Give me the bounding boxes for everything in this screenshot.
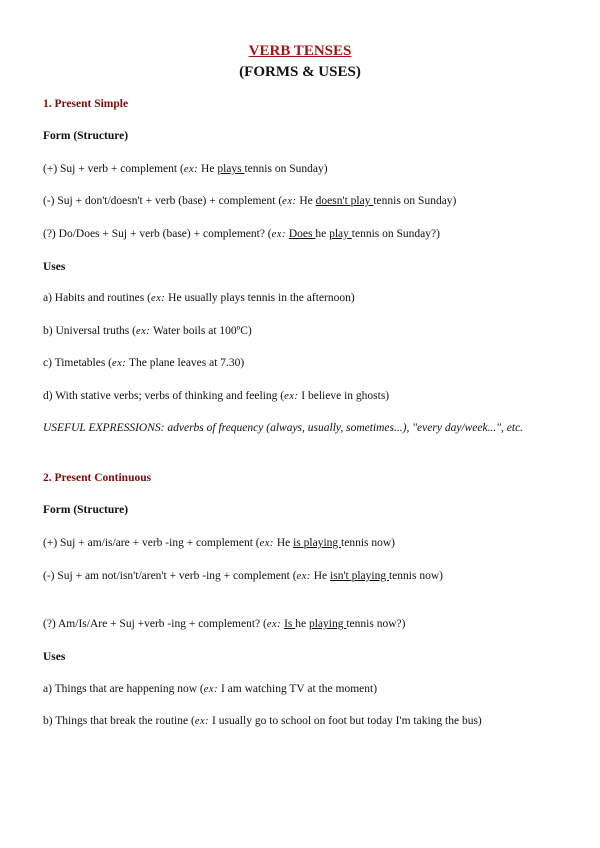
underlined-verb: is playing [293,537,342,549]
text-segment: a) Habits and routines ( [43,292,151,304]
example-label: ex: [284,391,299,402]
text-segment: Form (Structure) [43,504,129,516]
section-heading [43,96,563,113]
text-segment: I believe in ghosts) [298,390,390,402]
text-segment: The plane leaves at 7.30) [126,357,245,369]
text-segment: a) Things that are happening now ( [43,683,204,695]
text-line [43,616,563,633]
text-segment: I usually go to school on foot but today I'm taking the bus) [209,715,482,727]
text-line [43,388,563,405]
text-segment: c) Timetables ( [43,357,112,369]
subheading [43,502,563,519]
text-segment: tennis now) [341,537,396,549]
example-label: ex: [266,619,282,630]
document-subtitle: (FORMS & USES) [239,64,361,80]
text-segment: b) Things that break the routine ( [43,715,195,727]
text-line [43,355,563,372]
example-label: ex: [194,716,210,727]
example-label: ex: [259,538,274,549]
text-line [43,681,563,698]
document-title: VERB TENSES [248,43,352,59]
text-line [43,193,563,210]
underlined-verb: Is [284,618,296,630]
text-segment: Uses [43,651,66,663]
text-segment: He [273,537,294,549]
text-segment: tennis now) [388,570,443,582]
text-line [43,420,563,437]
text-segment: (+) Suj + am/is/are + verb -ing + complement ( [43,537,260,549]
subheading [43,649,563,666]
text-segment: b) Universal truths ( [43,325,136,337]
underlined-verb: Does [288,228,316,240]
underlined-verb: isn't playing [330,570,389,582]
text-segment: Uses [43,261,66,273]
example-label: ex: [296,571,311,582]
text-line [43,535,563,552]
text-line [43,161,563,178]
text-segment: tennis on Sunday) [244,163,328,175]
text-segment: 1. Present Simple [43,98,129,110]
text-segment: he [315,228,330,240]
text-segment: tennis on Sunday) [373,195,457,207]
text-segment: USEFUL EXPRESSIONS: adverbs of frequency (always, usually, sometimes...), "every day/week...", etc. [43,422,524,434]
example-label: ex: [271,229,286,240]
text-segment: tennis now?) [346,618,406,630]
text-segment: I am watching TV at the moment) [218,683,378,695]
text-line [43,568,443,585]
underlined-verb: play [329,228,352,240]
subheading [43,128,563,145]
text-line [43,290,563,307]
text-segment: (-) Suj + don't/doesn't + verb (base) + complement ( [43,195,283,207]
text-segment: (-) Suj + am not/isn't/aren't + verb -ing + complement ( [43,570,297,582]
example-label: ex: [183,164,199,175]
text-segment: He [296,195,316,207]
text-segment: He [198,163,218,175]
underlined-verb: playing [308,618,347,630]
subheading [43,259,563,276]
text-segment: He [310,570,331,582]
text-segment: (+) Suj + verb + complement ( [43,163,184,175]
text-segment: tennis on Sunday?) [351,228,440,240]
text-segment: Water boils at 100ºC) [150,325,252,337]
underlined-verb: doesn't play [315,195,374,207]
text-segment: (?) Am/Is/Are + Suj +verb -ing + complement? ( [43,618,267,630]
text-segment: Form (Structure) [43,130,129,142]
text-segment: 2. Present Continuous [43,472,152,484]
text-line [43,713,563,730]
example-label: ex: [150,293,166,304]
section-heading [43,470,563,487]
example-label: ex: [112,358,127,369]
text-line [43,323,563,340]
example-label: ex: [203,684,219,695]
example-label: ex: [282,196,297,207]
text-segment: he [295,618,309,630]
text-line [43,226,563,243]
text-segment: He usually plays tennis in the afternoon) [165,292,355,304]
underlined-verb: plays [217,163,245,175]
text-segment: d) With stative verbs; verbs of thinking and feeling ( [43,390,285,402]
example-label: ex: [135,326,151,337]
text-segment: (?) Do/Does + Suj + verb (base) + complement? ( [43,228,272,240]
